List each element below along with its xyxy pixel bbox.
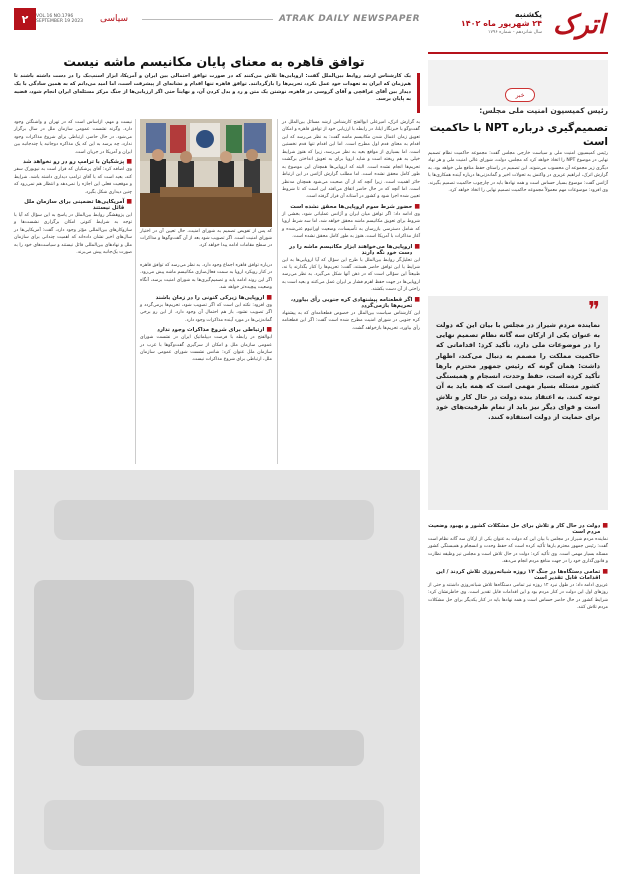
blur-shape xyxy=(54,500,374,540)
blurred-advertisement xyxy=(14,470,420,874)
column-divider xyxy=(135,119,136,464)
column-b-text-2: وی افزود: نکته این است که اگر تصویب شود، تحریم‌ها برمی‌گردد و اگر تصویب نشود، باز هم احتمال آن وجود دارد. از این رو برخی گمانه‌زنی‌ها در مورد آینده مذاکرات وجود دارد. xyxy=(140,302,272,323)
column-b-subhead-2: ■ ارتباطی برای شروع مذاکرات وجود ندارد xyxy=(157,326,272,334)
main-headline: توافق قاهره به معنای پایان مکانیسم ماشه نیست xyxy=(63,54,365,69)
bullet-icon: ■ xyxy=(414,202,420,210)
column-c-text-2: وی ادامه داد: اگر توافق میان ایران و آژانس عملیاتی شود، بخشی از شروط برای تعویق مکانیسم ماشه محقق خواهد شد، اما سه شرط اروپا که شامل دسترسی بازرسان به تأسیسات، وضعیت اورانیوم غنی‌شده و آغاز مذاکرات با آمریکا است، هنوز به طور کامل محقق نشده است. xyxy=(282,211,420,240)
column-b-text: درباره توافق قاهره اجماع وجود دارد. به نظر می‌رسد که توافق قاهره در کنار رویکرد اروپا به سمت فعال‌سازی مکانیسم ماشه پیش می‌رود. اگر این روند ادامه یابد و تصمیم‌گیری‌ها به شورای امنیت برسد، آنگاه وضعیت پیچیده‌تر خواهد شد. xyxy=(140,263,272,291)
column-a-text: نیست و مهم، ازاساس است که در تهران و واشنگتن وجود دارد. وگرنه نشست عمومی سازمان ملل در سال برگزار می‌شود. در حال حاضر، ارتباطی برای شروع مذاکرات وجود ندارد، چه برسد به این که یک مذاکره دوجانبه یا چندجانبه بین ایران و آمریکا در جریان است. xyxy=(14,120,132,155)
bullet-icon: ■ xyxy=(414,295,420,303)
blur-shape xyxy=(74,730,364,766)
sidebar-lower xyxy=(428,520,608,612)
header-rule xyxy=(142,19,273,20)
column-c-text-4: این کارشناس سیاست بین‌الملل در خصوص قطعنامه‌ای که به پیشنهاد کره جنوبی در شورای امنیت مطرح شده است گفت: اگر این قطعنامه رأی بیاورد، تحریم‌ها بازخواهد گشت. xyxy=(282,310,420,331)
pull-quote-text: نماینده مردم شیراز در مجلس با بیان این که دولت به عنوان یکی از ارکان سه گانه نظام تصمیم نهایی را در موضوعات ملی دارد، تأکید کرد: اقداماتی که حاکمیت مملکت را مصمم به دنبال می‌کند، اظهار داشت: همان گونه که رئیس جمهور محترم بارها تأکید کرده است، حفظ وحدت، انسجام و همبستگی کشور مسئله بسیار مهمی است که همه باید به آن توجه کنند. به اعتقاد بنده دولت در حال کار و تلاش است و قوای دیگر نیز باید از تمام ظرفیت‌های خود برای حمایت از دولت استفاده کنند. xyxy=(436,321,600,421)
masthead-rule xyxy=(428,52,608,54)
column-divider xyxy=(277,119,278,464)
bullet-icon: ■ xyxy=(126,197,132,205)
column-c-text: به گزارش اترک، امیرعلی ابوالفتح کارشناس ارشد مسائل بین‌الملل در گفت‌وگو با خبرنگار ایلنا، در رابطه با ارزیابی خود از توافق قاهره و امکان تعویق زمان اعمال شدن مکانیسم ماشه گفت: به نظر می‌رسد که این اقدام به معنای قدم اول مطرح است. اما این اقدام تنها قدم نخستین است. اما بسیاری از مواقع بعید به نظر می‌رسد، زیرا که هنوز شرایط خیلی به هم ریخته است و شاید اروپا برای به تعویق انداختن برگشت تحریم‌ها انجام نشده است. البته که اروپایی‌ها همچنان این موضوع به طور کامل محقق نشده است. اما مطلب گزارش آژانس در این ارتباط حائز اهمیت است. زیرا آنچه که از آن صحبت می‌شود همچنان مدنظر است. اما آنچه که در حال حاضر اتفاق می‌افتد این است که تا شروط تعیین شده اجرا شود و کشور در آستانه آن قرار گرفته است. xyxy=(282,120,420,200)
bullet-icon: ■ xyxy=(602,567,608,575)
news-badge: خبر xyxy=(505,88,535,102)
article-column-a xyxy=(14,119,132,257)
column-a-text-3: این پژوهشگر روابط بین‌الملل در پاسخ به این سؤال که آیا با توجه به شرایط کنونی امکان برگزاری نشست‌ها و سازوکارهای بین‌المللی مؤثر وجود دارد، گفت: آمریکایی‌ها در سال‌های اخیر نشان داده‌اند که اهمیت چندانی برای سازمان ملل و نهادهای بین‌المللی قائل نیستند و سیاست‌های خود را به صورت یک‌جانبه پیش می‌برند. xyxy=(14,212,132,256)
column-a-subhead-1: ■ پزشکیان با ترامپ رو در رو نخواهد شد xyxy=(23,158,132,166)
column-a-text-2: وی اضافه کرد: آقای پزشکیان که قرار است به نیویورک سفر کند، بعید است که با آقای ترامپ دیداری داشته باشد. شرایط و موقعیت فعلی این اجازه را نمی‌دهد و انتظار هم نمی‌رود که چنین دیداری شکل بگیرد. xyxy=(14,167,132,195)
column-b-subhead-1: ■ اروپایی‌ها زیرکی کنونی را در زمان باشند xyxy=(155,293,272,301)
bullet-icon: ■ xyxy=(266,326,272,334)
column-c-text-3: این تحلیل‌گر روابط بین‌الملل با طرح این سؤال که آیا اروپایی‌ها به این شرایط یا این توافق حاضر هستند، گفت: تحریم‌ها را کنار بگذارند یا نه، طبیعتاً این سؤالی است که در ذهن آنها شکل می‌گیرد. به نظر می‌رسد اروپایی‌ها در جهت حفظ اهرم فشار بر ایران عمل می‌کنند و بعید است به راحتی از آن دست بکشند. xyxy=(282,257,420,293)
article-column-c xyxy=(282,119,420,332)
lead-box xyxy=(14,73,420,113)
sidebar-subhead-2: ■ تمامی دستگاه‌ها در جنگ ۱۲ روزه شبانه‌روزی تلاش کردند / این اقدامات قابل تقدیر است xyxy=(435,567,608,581)
article-photo xyxy=(140,119,272,227)
section-label: سیاسی xyxy=(100,14,129,24)
sidebar-body-text: رئیس کمیسیون امنیت ملی و سیاست خارجی مجلس گفت: مجموعه حاکمیت نظام تصمیم نهایی در موضوع NPT را اتخاذ خواهد کرد که مجلس، دولت، شورای عالی امنیت ملی و هر نهاد دیگری زیر مجموعه آن محسوب می‌شوند. این تصمیم در راستای حفظ منافع ملی خواهد بود. به گزارش اترک، ابراهیم عزیزی در واکنش به تحولات اخیر و گمانه‌زنی‌ها درباره آینده همکاری‌ها با آژانس گفت: موضوع بسیار حساس است و همه نهادها باید در چارچوب حاکمیت تصمیم بگیرند. وی افزود: موضوعات مهم معمولاً مجموعه حاکمیت تصمیم نهایی را اتخاذ خواهد کرد. xyxy=(428,151,608,194)
date-day: یکشنبه xyxy=(514,10,542,19)
date-block xyxy=(442,10,542,35)
meeting-photo-illustration xyxy=(140,119,272,227)
sidebar-subhead-1: ■ دولت در حال کار و تلاش برای حل مشکلات کشور و بهبود وضعیت مردم است xyxy=(428,522,608,535)
bullet-icon: ■ xyxy=(266,293,272,301)
bullet-icon: ■ xyxy=(602,522,608,529)
column-c-subhead-3: ■ اگر قطعنامه پیشنهادی کره جنوبی رأی بیاورد، تحریم‌ها بازمی‌گردد xyxy=(290,295,420,309)
quote-icon: ❞ xyxy=(588,298,600,323)
column-b-text-3: ابوالفتح در رابطه با فرصت دیپلماتیک ایران در نشست شورای عمومی سازمان ملل و امکان از سرگیری گفت‌وگوها با غرب در سازمان ملل عنوان کرد: شانس نشست شورای عمومی سازمان ملل، ارتباطی برای شروع مذاکرات نیست. xyxy=(140,335,272,363)
masthead xyxy=(428,6,608,50)
blur-shape xyxy=(44,800,384,850)
column-c-subhead-2: ■ اروپایی‌ها می‌خواهند ابزار مکانیسم ماشه را در دست خود نگه دارند xyxy=(289,242,420,256)
blur-shape xyxy=(34,580,194,700)
column-a-subhead-2: ■ آمریکایی‌ها تضمینی برای سازمان ملل قائل نیستند xyxy=(24,197,132,211)
bullet-icon: ■ xyxy=(414,242,420,250)
sidebar-body xyxy=(428,150,608,195)
english-name: ATRAK DAILY NEWSPAPER xyxy=(278,14,420,24)
sidebar-text-2: نماینده مردم شیراز در مجلس با بیان این که دولت به عنوان یکی از ارکان سه گانه نظام است گفت: رئیس جمهور محترم بارها تأکید کرده است که حفظ وحدت و انسجام و همبستگی کشور مسئله بسیار مهمی است. وی تأکید کرد: دولت در حال تلاش است و مجلس نیز وظیفه نظارت و قانون‌گذاری خود را در جهت منافع مردم انجام می‌دهد. xyxy=(428,537,608,565)
issue-meta: سال شانزدهم - شماره ۱۷۹۶ xyxy=(488,30,542,35)
volume-info: VOL.16 NO.1796 SEPTEMBER 19 2023 xyxy=(36,13,83,24)
article-column-b xyxy=(140,262,272,364)
column-c-subhead-1: ■ حضور شرط سوم اروپایی‌ها محقق نشده است xyxy=(290,202,420,210)
logo-text: اترک xyxy=(552,10,606,40)
sidebar-kicker: رئیس کمیسیون امنیت ملی مجلس: xyxy=(479,106,608,115)
bullet-icon: ■ xyxy=(126,158,132,166)
page-number-badge: ۲ xyxy=(14,8,36,30)
section-bar xyxy=(14,8,420,30)
photo-caption: که پس از تفویض تصمیم به شورای امنیت، حال تعیین آن در اختیار شورای امنیت است. اگر تصویب شود بعد از آن گفت‌وگوها و مذاکرات در سطح مقامات ادامه پیدا خواهد کرد. xyxy=(140,229,272,248)
newspaper-logo xyxy=(550,6,608,44)
sidebar-text-3: عزیزی ادامه داد: در طول نبرد ۱۲ روزه نیز تمامی دستگاه‌ها تلاش شبانه‌روزی داشتند و حتی از روز‌های اول این دولت در کنار مردم بود و این اقدامات قابل تقدیر است. وی خاطرنشان کرد: شرایط کشور در حال حاضر حساس است و همه نهادها باید در کنار یکدیگر برای حل مشکلات مردم تلاش کنند. xyxy=(428,582,609,611)
date-full: ۲۴ شهریور ماه ۱۴۰۲ xyxy=(460,19,542,28)
lead-text: یک کارشناس ارشد روابط بین‌الملل گفت: اروپایی‌ها تلاش می‌کنند که در صورت توافق احتمالی بین ایران و آمریکا، ابزار اسنپ‌بک را در دست داشته باشند تا هم‌زمان که ایران به تعهدات خود عمل نکرد، تحریم‌ها را بازگردانند. توافق قاهره تنها اقدام و نشانه‌ای از پیشرفت است، اما امید می‌دانم که به همین سادگی با یک دیدار بین آقای عراقچی و آقای گروسی در قاهره، نوشتن یک متن و رد و بدل کردن آن، و نهایتاً حتی اگر ارزیابی‌ها از جنگ مرکز مسئله‌ای ایران انجام شود، قضیه به پایان برسد. xyxy=(14,73,411,103)
blur-shape xyxy=(234,590,404,650)
pull-quote-box xyxy=(428,296,608,510)
sidebar-title: تصمیم‌گیری درباره NPT با حاکمیت است xyxy=(429,122,608,148)
